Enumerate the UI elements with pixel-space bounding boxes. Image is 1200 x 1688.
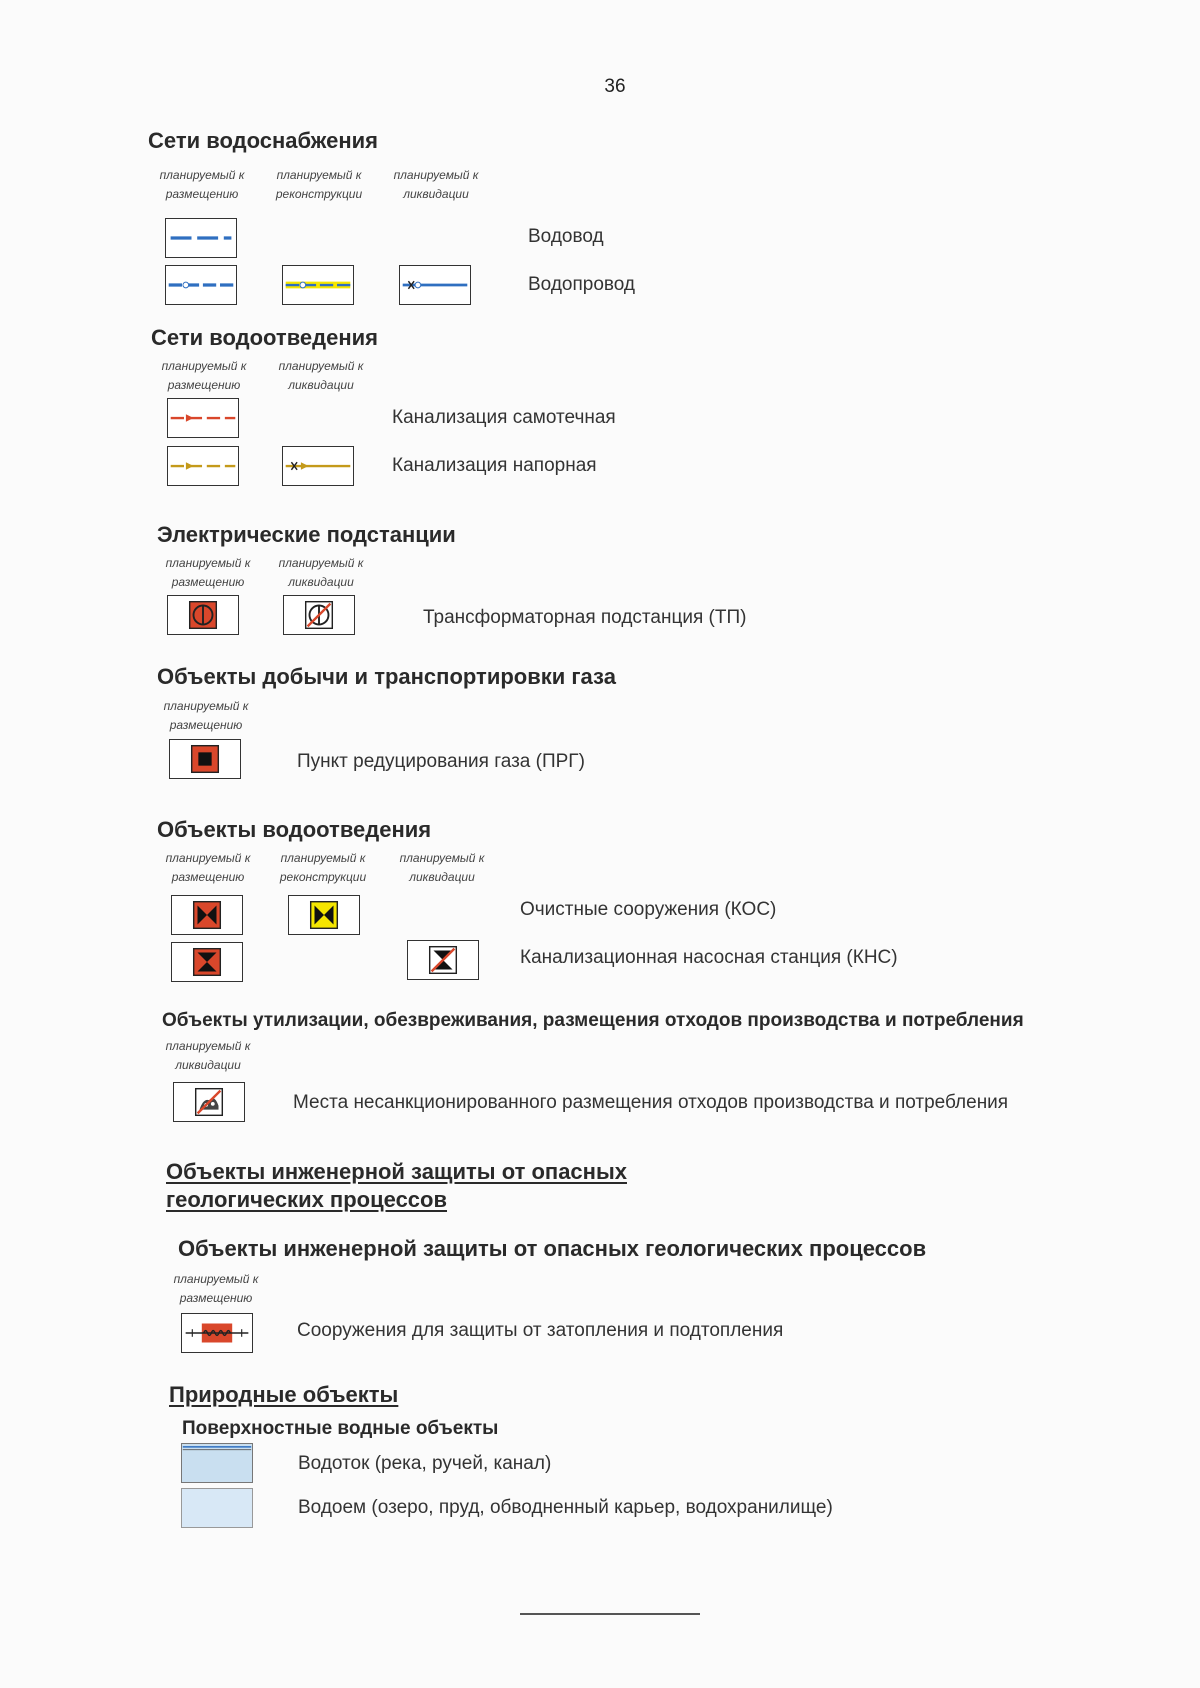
symbol-pump-station-liquidation bbox=[407, 940, 479, 980]
caption-liquidation: планируемый к ликвидации bbox=[399, 851, 485, 884]
label-pump-station: Канализационная насосная станция (КНС) bbox=[520, 947, 898, 968]
heading-water-supply: Сети водоснабжения bbox=[148, 128, 378, 153]
caption-placement: планируемый к размещению bbox=[163, 699, 249, 732]
label-flood-protection: Сооружения для защиты от затопления и подтопления bbox=[297, 1320, 784, 1341]
symbol-substation-planned bbox=[167, 595, 239, 635]
caption-placement: планируемый к размещению bbox=[165, 851, 251, 884]
page-number: 36 bbox=[604, 76, 626, 97]
caption-placement: планируемый к размещению bbox=[161, 359, 247, 392]
caption-liquidation: планируемый к ликвидации bbox=[393, 168, 479, 201]
symbol-watercourse bbox=[181, 1443, 253, 1483]
symbol-pressure-sewer-planned bbox=[167, 446, 239, 486]
symbol-flood-protection-planned bbox=[181, 1313, 253, 1353]
symbol-water-main-planned bbox=[165, 218, 237, 258]
label-gravity-sewer: Канализация самотечная bbox=[392, 407, 616, 428]
heading-engineering-protection: Объекты инженерной защиты от опасных геологических процессов bbox=[178, 1236, 927, 1261]
caption-reconstruction: планируемый к реконструкции bbox=[279, 851, 367, 884]
heading-waste: Объекты утилизации, обезвреживания, размещения отходов производства и потребления bbox=[162, 1010, 1024, 1031]
symbol-water-pipe-planned bbox=[165, 265, 237, 305]
footer-separator bbox=[520, 1613, 700, 1615]
heading-substations: Электрические подстанции bbox=[157, 522, 456, 547]
symbol-water-pipe-reconstruction bbox=[282, 265, 354, 305]
symbol-treatment-reconstruction bbox=[288, 895, 360, 935]
caption-placement: планируемый к размещению bbox=[165, 556, 251, 589]
caption-placement: планируемый к размещению bbox=[159, 168, 245, 201]
label-gas-reduction-point: Пункт редуцирования газа (ПРГ) bbox=[297, 751, 585, 772]
label-water-main: Водовод bbox=[528, 226, 604, 247]
symbol-treatment-planned bbox=[171, 895, 243, 935]
label-transformer-substation: Трансформаторная подстанция (ТП) bbox=[423, 607, 747, 628]
symbol-gravity-sewer-planned bbox=[167, 398, 239, 438]
symbol-water-pipe-liquidation bbox=[399, 265, 471, 305]
heading-gas: Объекты добычи и транспортировки газа bbox=[157, 664, 616, 689]
heading-drainage-networks: Сети водоотведения bbox=[151, 325, 379, 350]
heading-surface-water: Поверхностные водные объекты bbox=[182, 1418, 499, 1439]
symbol-pressure-sewer-liquidation bbox=[282, 446, 354, 486]
symbol-substation-liquidation bbox=[283, 595, 355, 635]
caption-liquidation: планируемый к ликвидации bbox=[278, 556, 364, 589]
heading-drainage-objects: Объекты водоотведения bbox=[157, 817, 432, 842]
label-water-body: Водоем (озеро, пруд, обводненный карьер, водохранилище) bbox=[298, 1497, 833, 1518]
symbol-waste-dump-liquidation bbox=[173, 1082, 245, 1122]
symbol-water-body bbox=[181, 1488, 253, 1528]
label-waste-dump: Места несанкционированного размещения отходов производства и потребления bbox=[293, 1092, 1009, 1113]
section-natural-objects: Природные объекты bbox=[169, 1382, 399, 1407]
caption-liquidation: планируемый к ликвидации bbox=[165, 1039, 251, 1072]
caption-placement: планируемый к размещению bbox=[173, 1272, 259, 1305]
caption-liquidation: планируемый к ликвидации bbox=[278, 359, 364, 392]
label-watercourse: Водоток (река, ручей, канал) bbox=[298, 1453, 552, 1474]
label-water-pipe: Водопровод bbox=[528, 274, 636, 295]
section-engineering-protection: Объекты инженерной защиты от опасных геологических процессов bbox=[166, 1159, 627, 1212]
label-treatment-facilities: Очистные сооружения (КОС) bbox=[520, 899, 777, 920]
symbol-gas-reduction-point bbox=[169, 739, 241, 779]
caption-reconstruction: планируемый к реконструкции bbox=[275, 168, 363, 201]
symbol-pump-station-planned bbox=[171, 942, 243, 982]
label-pressure-sewer: Канализация напорная bbox=[392, 455, 597, 476]
